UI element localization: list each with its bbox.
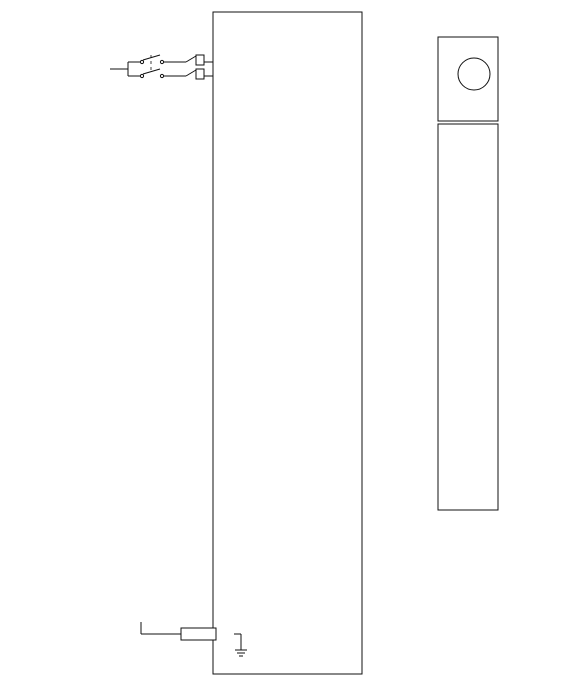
- power-wiring: [110, 55, 213, 79]
- fg-signal-box: [181, 628, 216, 640]
- motor-symbol-icon: [458, 58, 490, 90]
- encoder-frame: [438, 124, 498, 510]
- driver-frame: [213, 12, 362, 674]
